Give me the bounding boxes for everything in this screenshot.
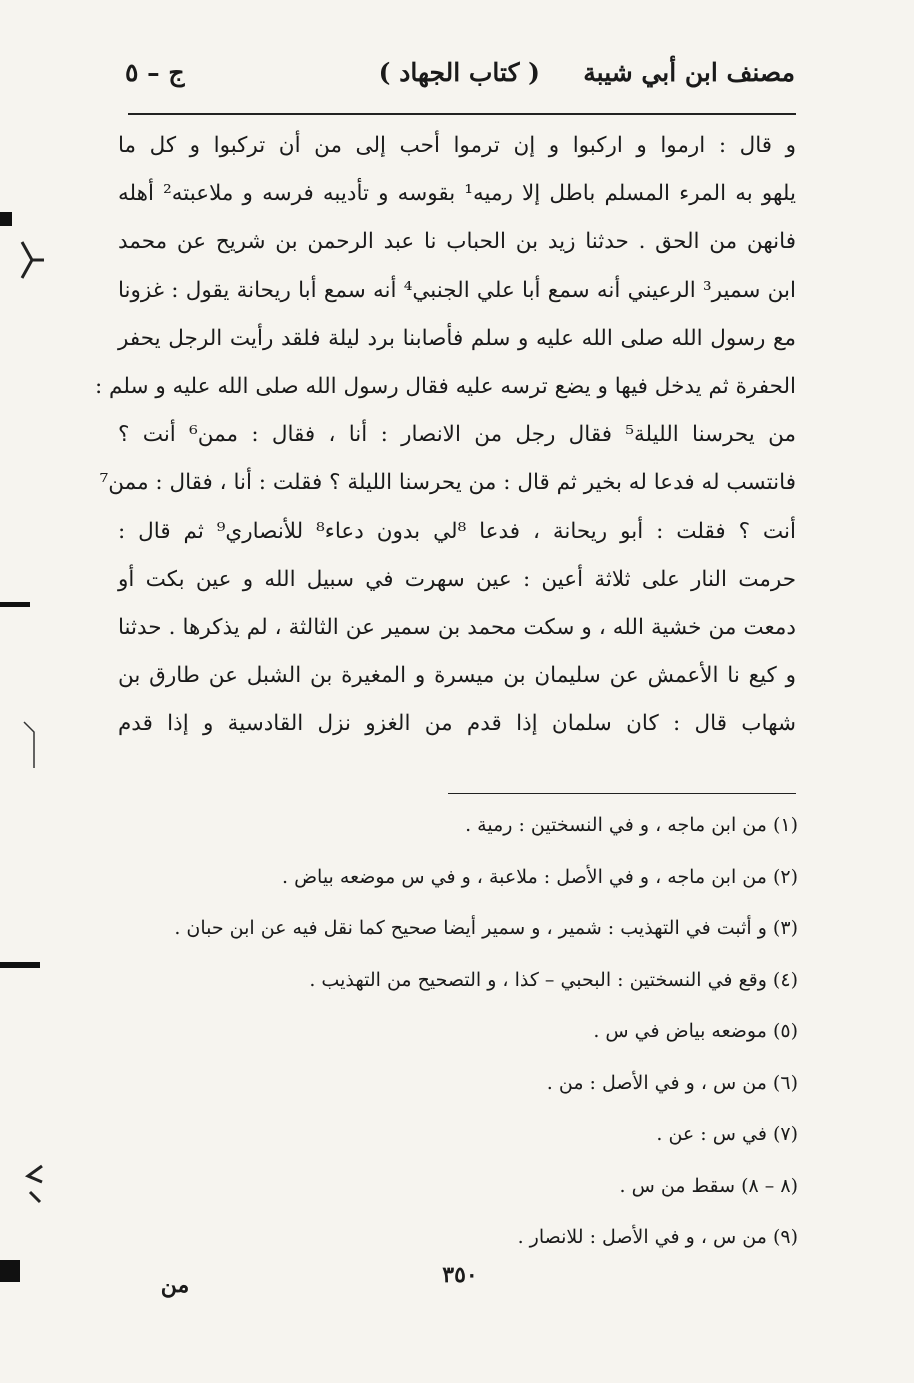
text-line: الحفرة ثم يدخل فيها و يضع ترسه عليه فقال رسول الله صلى الله عليه و سلم : [94,373,796,399]
scan-mark [18,240,48,280]
book-title: مصنف ابن أبي شيبة [583,58,795,87]
footnote: (١) من ابن ماجه ، و في النسختين : رمية . [465,814,798,836]
footnote: (٢) من ابن ماجه ، و في الأصل : ملاعبة ، و في س موضعه بياض . [281,865,798,888]
scan-mark [22,718,46,770]
footnote: (٦) من س ، و في الأصل : من . [546,1071,798,1094]
text-line: فانهن من الحق . حدثنا زيد بن الحباب نا عبد الرحمن بن شريح عن محمد [118,229,796,255]
page-number: ٣٥٠ [442,1262,478,1288]
text-line: دمعت من خشية الله ، و سكت محمد بن سمير عن الثالثة ، لم يذكرها . حدثنا [118,614,796,640]
footnote: (٩) من س ، و في الأصل : للانصار . [517,1226,798,1248]
running-header [125,58,795,98]
footnotes [130,800,798,1264]
text-line: و كيع نا الأعمش عن سليمان بن ميسرة و المغيرة بن الشبل عن طارق بن [118,663,796,689]
footnote: (٨ – ٨) سقط من س . [619,1174,798,1197]
main-text [94,122,796,748]
scan-mark [0,602,30,607]
text-line: من يحرسنا الليلة⁵ فقال رجل من الانصار : أنا ، فقال : ممن⁶ أنت ؟ [118,422,796,448]
volume-number: ج – ٥ [125,58,185,87]
header-rule [128,113,796,115]
scan-mark [0,212,12,226]
text-line: ابن سمير³ الرعيني أنه سمع أبا علي الجنبي⁴ أنه سمع أبا ريحانة يقول : غزونا [118,277,796,303]
footnote: (٧) في س : عن . [656,1123,798,1145]
scan-mark [0,1260,20,1282]
text-line: أنت ؟ فقلت : أبو ريحانة ، فدعا ⁸لي بدون دعاء⁸ للأنصاري⁹ ثم قال : [118,518,796,544]
section-title: ( كتاب الجهاد ) [378,58,540,87]
scan-mark [0,962,40,968]
text-line: و قال : ارموا و اركبوا و إن ترموا أحب إلى من أن تركبوا و كل ما [118,133,796,158]
text-line: مع رسول الله صلى الله عليه و سلم فأصابنا برد ليلة فلقد رأيت الرجل يحفر [118,325,796,351]
text-line: حرمت النار على ثلاثة أعين : عين سهرت في سبيل الله و عين بكت أو [118,566,796,592]
footnote: (٥) موضعه بياض في س . [593,1020,798,1042]
text-line: فانتسب له فدعا له بخير ثم قال : من يحرسنا الليلة ؟ فقلت : أنا ، فقال : ممن⁷ [99,470,796,496]
text-line: شهاب قال : كان سلمان إذا قدم من الغزو نزل القادسية و إذا قدم [118,711,796,737]
text-line: يلهو به المرء المسلم باطل إلا رميه¹ بقوسه و تأديبه فرسه و ملاعبته² أهله [118,181,796,207]
footnote: (٣) و أثبت في التهذيب : شمير ، و سمير أيضا صحيح كما نقل فيه عن ابن حبان . [174,917,798,939]
catchword: من [160,1272,190,1298]
scan-mark [22,1162,46,1208]
footnote-rule [448,793,796,794]
footnote: (٤) وقع في النسختين : البحبي – كذا ، و التصحيح من التهذيب . [309,968,798,991]
